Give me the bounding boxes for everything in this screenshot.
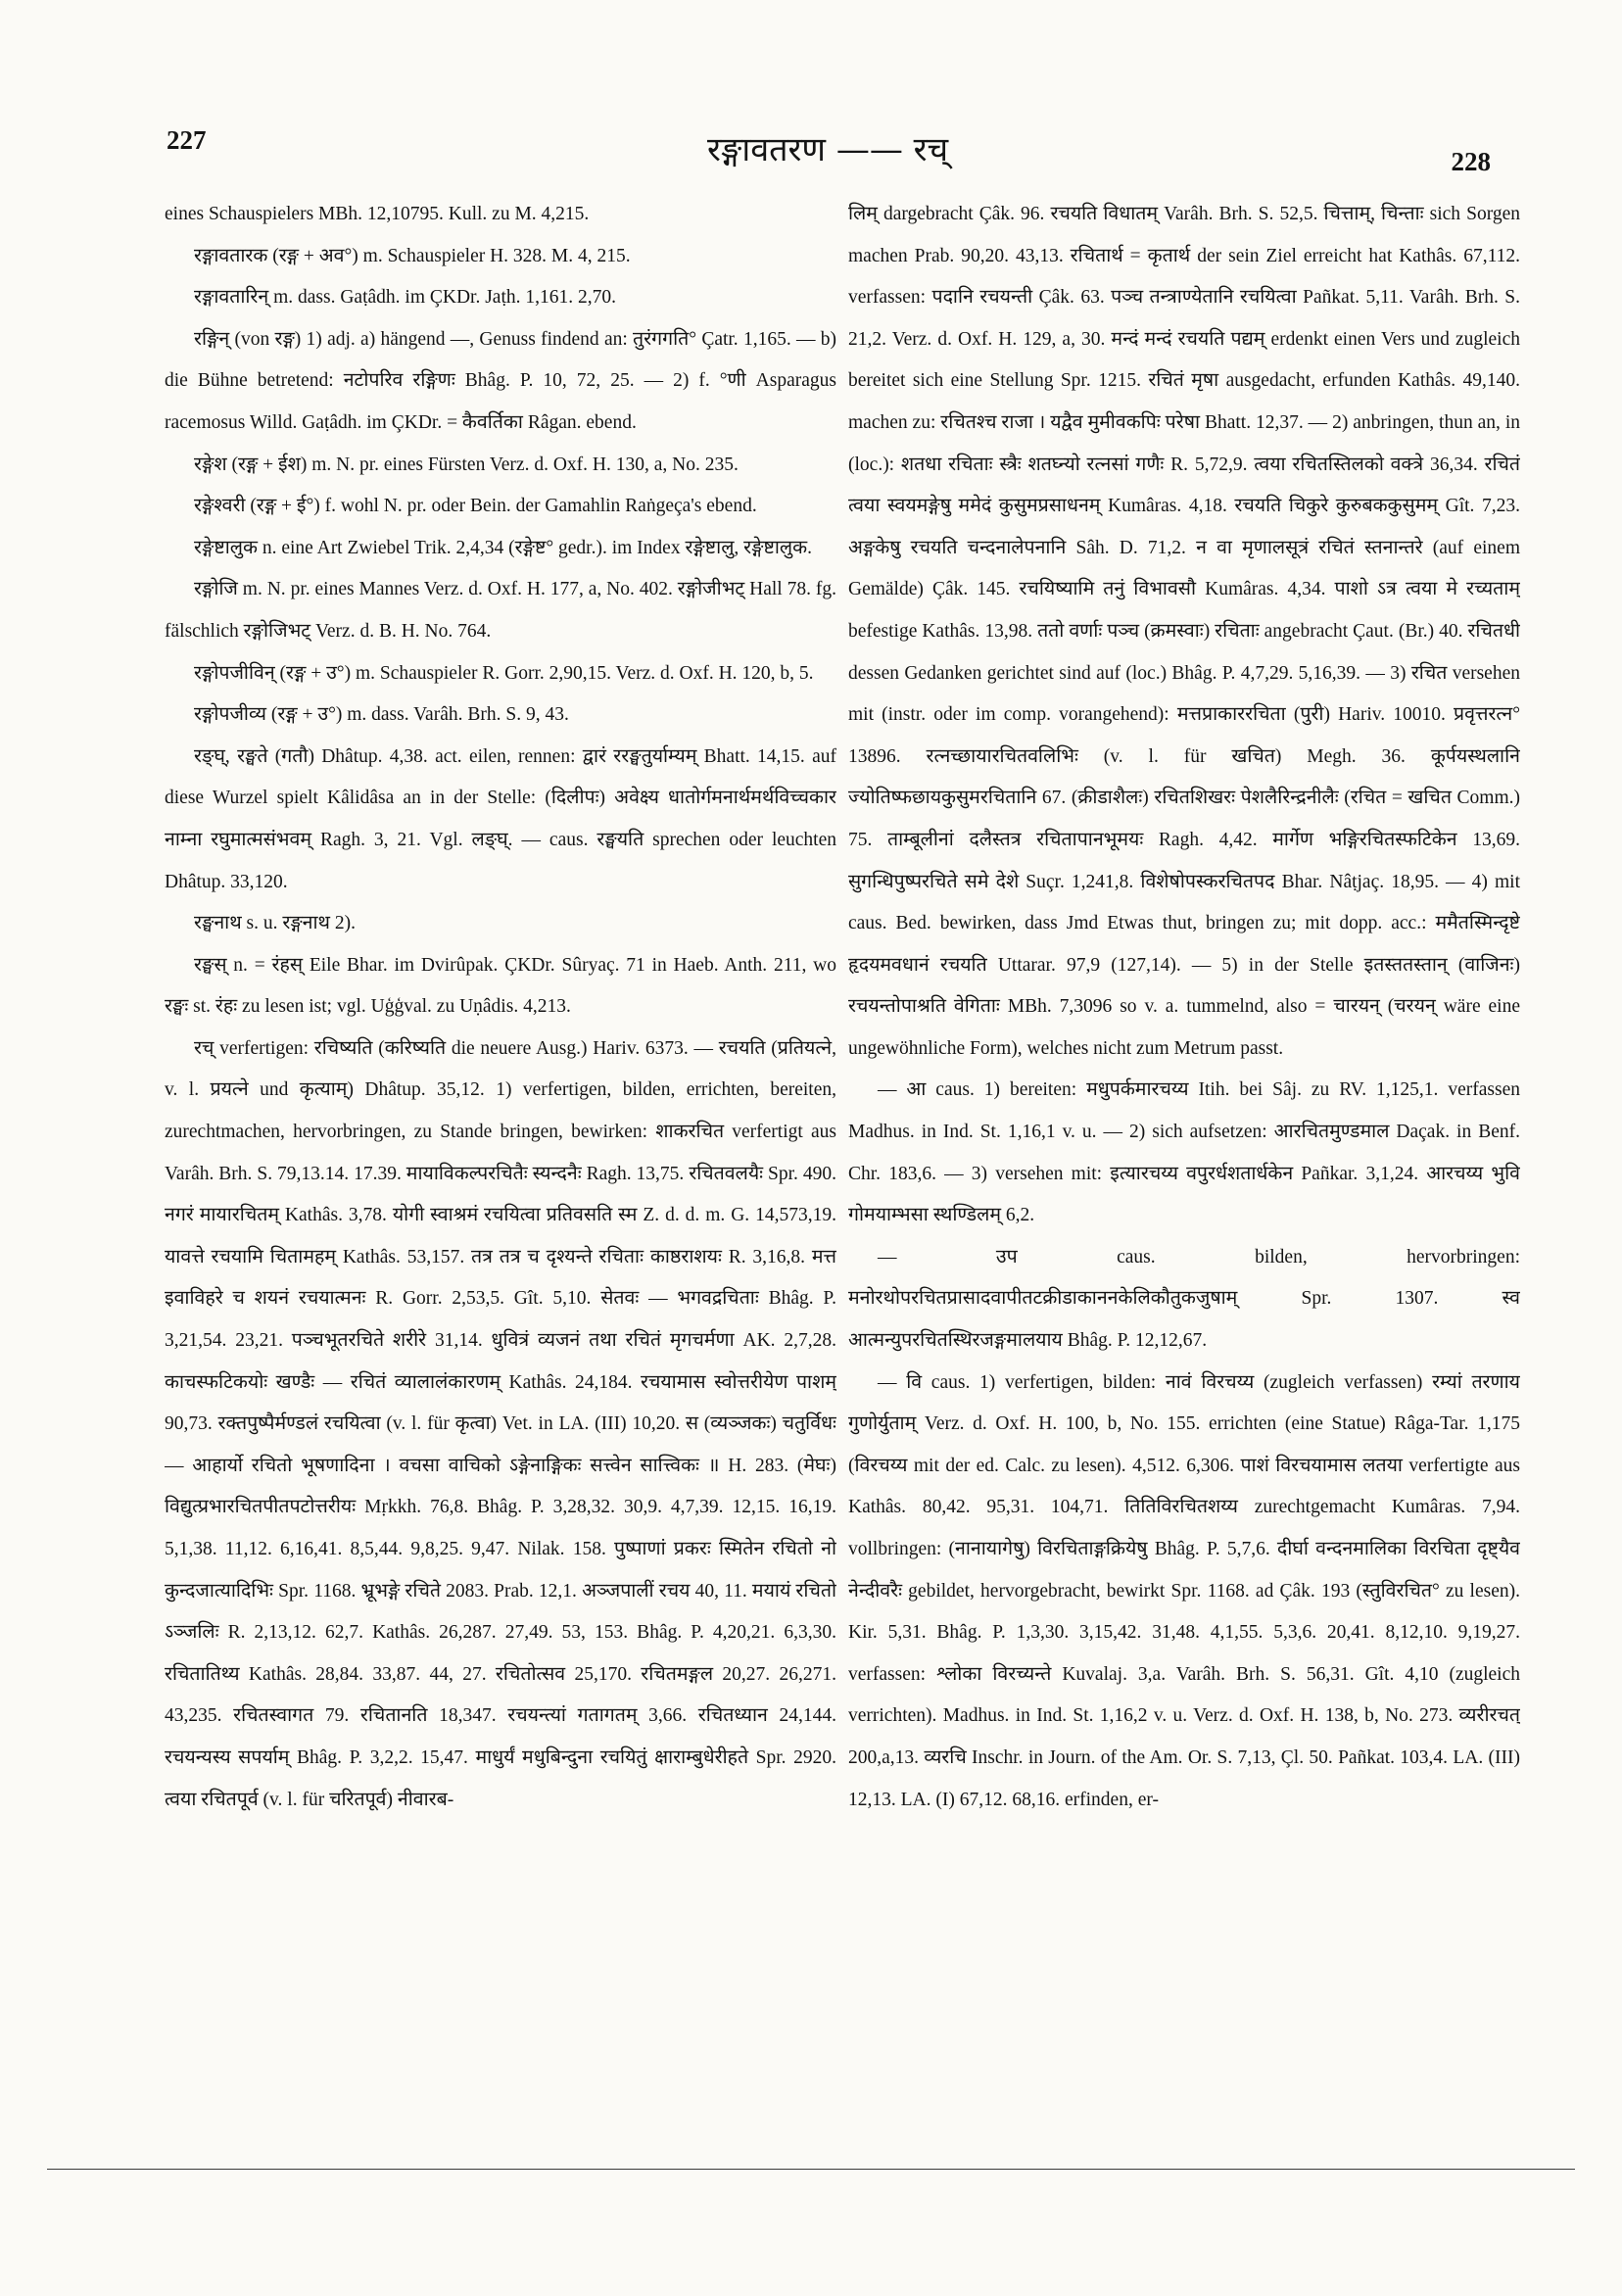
dictionary-entry: रङ्घ्, रङ्घते (गतौ) Dhâtup. 4,38. act. eilen, rennen: द्वारं ररङ्घतुर्याम्यम् Bhatt. 14,15. auf diese Wurzel spielt Kâlidâsa an in der Stelle: (दिलीपः) अवेक्ष्य धातोर्गमनार्थमर्थविच्चकार नाम्ना रघुमात्मसंभवम् Ragh. 3, 21. Vgl. लङ्घ्. — caus. रङ्घयति sprechen oder leuchten Dhâtup. 33,120.	[165, 745, 836, 892]
dictionary-entry: रङ्गोपजीव्य (रङ्ग + उ°) m. dass. Varâh. Brh. S. 9, 43.	[194, 704, 569, 726]
dictionary-entry: रङ्गेश्वरी (रङ्ग + ई°) f. wohl N. pr. oder Bein. der Gamahlin Raṅgeça's ebend.	[194, 496, 757, 517]
footer-rule	[47, 2169, 1575, 2170]
right-column	[848, 194, 1520, 2075]
page-number-left: 227	[167, 125, 207, 155]
dictionary-entry: रङ्गोपजीविन् (रङ्ग + उ°) m. Schauspieler R. Gorr. 2,90,15. Verz. d. Oxf. H. 120, b, 5.	[194, 662, 814, 684]
dictionary-entry: — उप caus. bilden, hervorbringen: मनोरथोपरचितप्रासादवापीतटक्रीडाकाननकेलिकौतुकजुषाम् Spr. 1307. स्व आत्मन्युपरचितस्थिरजङ्गमालयाय Bhâg. P. 12,12,67.	[848, 1246, 1520, 1352]
dictionary-entry: — आ caus. 1) bereiten: मधुपर्कमारचय्य Itih. bei Sâj. zu RV. 1,125,1. verfassen Madhus. in Ind. St. 1,16,1 v. u. — 2) sich aufsetzen: आरचितमुण्डमाल Daçak. in Benf. Chr. 183,6. — 3) versehen mit: इत्यारचय्य वपुरर्धशतार्धकेन Pañkar. 3,1,24. आरचय्य भुवि गोमयाम्भसा स्थण्डिलम् 6,2.	[848, 1079, 1520, 1226]
dictionary-entry: रङ्गेश (रङ्ग + ईश) m. N. pr. eines Fürsten Verz. d. Oxf. H. 130, a, No. 235.	[194, 454, 739, 475]
dictionary-entry: रच् verfertigen: रचिष्यति (करिष्यति die neuere Ausg.) Hariv. 6373. — रचयति (प्रतियत्ने, v. l. प्रयत्ने und कृत्याम्) Dhâtup. 35,12. 1) verfertigen, bilden, errichten, bereiten, zurechtmachen, hervorbringen, zu Stande bringen, bewirken: शाकरचित verfertigt aus Varâh. Brh. S. 79,13.14. 17.39. मायाविकल्परचितैः स्यन्दनैः Ragh. 13,75. रचितवलयैः Spr. 490. नगरं मायारचितम् Kathâs. 3,78. योगी स्वाश्रमं रचयित्वा प्रतिवसति स्म Z. d. d. m. G. 14,573,19. यावत्ते रचयामि चितामहम् Kathâs. 53,157. तत्र तत्र च दृश्यन्ते रचिताः काष्ठराशयः R. 3,16,8. मत्त इवाविहरे च शयनं रचयात्मनः R. Gorr. 2,53,5. Gît. 5,10. सेतवः — भगवद्रचिताः Bhâg. P. 3,21,54. 23,21. पञ्चभूतरचिते शरीरे 31,14. धुवित्रं व्यजनं तथा रचितं मृगचर्मणा AK. 2,7,28. काचस्फटिकयोः खण्डैः — रचितं व्यालालंकारणम् Kathâs. 24,184. रचयामास स्वोत्तरीयेण पाशम् 90,73. रक्तपुष्पैर्मण्डलं रचयित्वा (v. l. für कृत्वा) Vet. in LA. (III) 10,20. स (व्यञ्जकः) चतुर्विधः — आहार्यो रचितो भूषणादिना । वचसा वाचिको ऽङ्गेनाङ्गिकः सत्त्वेन सात्त्विकः ॥ H. 283. (मेघः) विद्युत्प्रभारचितपीतपटोत्तरीयः Mṛkkh. 76,8. Bhâg. P. 3,28,32. 30,9. 4,7,39. 12,15. 16,19. 5,1,38. 11,12. 6,16,41. 8,5,44. 9,8,25. 9,47. Nilak. 158. पुष्पाणां प्रकरः स्मितेन रचितो नो कुन्दजात्यादिभिः Spr. 1168. भ्रूभङ्गे रचिते 2083. Prab. 12,1. अञ्जपालीं रचय 40, 11. मयायं रचितो ऽञ्जलिः R. 2,13,12. 62,7. Kathâs. 26,287. 27,49. 53, 153. Bhâg. P. 4,20,21. 6,3,30. रचितातिथ्य Kathâs. 28,84. 33,87. 44, 27. रचितोत्सव 25,170. रचितमङ्गल 20,27. 26,271. 43,235. रचितस्वागत 79. रचितानति 18,347. रचयन्त्यां गतागतम् 3,66. रचितध्यान 24,144. रचयन्यस्य सपर्याम् Bhâg. P. 3,2,2. 15,47. माधुर्यं मधुबिन्दुना रचयितुं क्षाराम्बुधेरीहते Spr. 2920. त्वया रचितपूर्व (v. l. für चरितपूर्व) नीवारब-	[165, 1037, 836, 1810]
left-column	[165, 194, 836, 2075]
dictionary-entry: रङ्घस् n. = रंहस् Eile Bhar. im Dvirûpak. ÇKDr. Sûryaç. 71 in Haeb. Anth. 211, wo रङ्घः st. रंहः zu lesen ist; vgl. Uģģval. zu Uṇâdis. 4,213.	[165, 954, 836, 1018]
dictionary-entry: रङ्गावतारिन् m. dass. Gaṭâdh. im ÇKDr. Jaṭh. 1,161. 2,70.	[194, 287, 616, 309]
dictionary-entry: रङ्घनाथ s. u. रङ्गनाथ 2).	[194, 913, 357, 934]
page-header	[159, 118, 1491, 180]
dictionary-entry: रङ्गोजि m. N. pr. eines Mannes Verz. d. Oxf. H. 177, a, No. 402. रङ्गोजीभट् Hall 78. fg. fälschlich रङ्गोजिभट् Verz. d. B. H. No. 764.	[165, 579, 836, 642]
dictionary-entry: रङ्गेष्टालुक n. eine Art Zwiebel Trik. 2,4,34 (रङ्गेष्ट° gedr.). im Index रङ्गेष्टालु, रङ्गेष्टालुक.	[194, 537, 813, 558]
dictionary-entry: — वि caus. 1) verfertigen, bilden: नावं विरचय्य (zugleich verfassen) रम्यां तरणाय गुणोर्युताम् Verz. d. Oxf. H. 100, b, No. 155. errichten (eine Statue) Râga-Tar. 1,175 (विरचय्य mit der ed. Calc. zu lesen). 4,512. 6,306. पाशं विरचयामास लतया verfertigte aus Kathâs. 80,42. 95,31. 104,71. तितिविरचितशय्य zurechtgemacht Kumâras. 7,94. vollbringen: (नानायागेषु) विरचिताङ्गक्रियेषु Bhâg. P. 5,7,6. दीर्घा वन्दनमालिका विरचिता दृष्ट्यैव नेन्दीवरैः gebildet, hervorgebracht, bewirkt Spr. 1168. ad Çâk. 193 (स्तुविरचित° zu lesen). Kir. 5,31. Bhâg. P. 1,3,30. 3,15,42. 31,48. 4,1,55. 5,3,6. 20,41. 8,12,10. 9,19,27. verfassen: श्लोका विरच्यन्ते Kuvalaj. 3,a. Varâh. Brh. S. 56,31. Gît. 4,10 (zugleich verrichten). Madhus. in Ind. St. 1,16,2 v. u. Verz. d. Oxf. H. 138, b, No. 273. व्यरीरचत् 200,a,13. व्यरचि Inschr. in Journ. of the Am. Or. S. 7,13, Çl. 50. Pañkat. 103,4. LA. (III) 12,13. LA. (I) 67,12. 68,16. erfinden, er-	[848, 1371, 1520, 1810]
page-number-right: 228	[1451, 147, 1491, 176]
dictionary-entry: eines Schauspielers MBh. 12,10795. Kull. zu M. 4,215.	[165, 204, 590, 224]
running-title: रङ्गावतरण —— रच्	[707, 130, 949, 169]
dictionary-entry: रङ्गिन् (von रङ्ग) 1) adj. a) hängend —, Genuss findend an: तुरंगगति° Çatr. 1,165. — b) die Bühne betretend: नटोपरिव रङ्गिणः Bhâg. P. 10, 72, 25. — 2) f. °णी Asparagus racemosus Willd. Gaṭâdh. im ÇKDr. = कैवर्तिका Râgan. ebend.	[165, 328, 836, 433]
dictionary-entry: रङ्गावतारक (रङ्ग + अव°) m. Schauspieler H. 328. M. 4, 215.	[194, 245, 631, 266]
dictionary-entry: लिम् dargebracht Çâk. 96. रचयति विधातम् Varâh. Brh. S. 52,5. चित्ताम्, चिन्ताः sich Sorgen machen Prab. 90,20. 43,13. रचितार्थ = कृतार्थ der sein Ziel erreicht hat Kathâs. 67,112. verfassen: पदानि रचयन्ती Çâk. 63. पञ्च तन्त्राण्येतानि रचयित्वा Pañkat. 5,11. Varâh. Brh. S. 21,2. Verz. d. Oxf. H. 129, a, 30. मन्दं मन्दं रचयति पद्यम् erdenkt einen Vers und zugleich bereitet sich eine Stellung Spr. 1215. रचितं मृषा ausgedacht, erfunden Kathâs. 49,140. machen zu: रचितश्च राजा । यद्वैव मुमीवकपिः परेषा Bhatt. 12,37. — 2) anbringen, thun an, in (loc.): शतधा रचिताः स्त्रैः शतघ्न्यो रत्नसां गणैः R. 5,72,9. त्वया रचितस्तिलको वक्त्रे 36,34. रचितं त्वया स्वयमङ्गेषु ममेदं कुसुमप्रसाधनम् Kumâras. 4,18. रचयति चिकुरे कुरुबककुसुमम् Gît. 7,23. अङ्गकेषु रचयति चन्दनालेपनानि Sâh. D. 71,2. न वा मृणालसूत्रं रचितं स्तनान्तरे (auf einem Gemälde) Çâk. 145. रचयिष्यामि तनुं विभावसौ Kumâras. 4,34. पाशो ऽत्र त्वया मे रच्यताम् befestige Kathâs. 13,98. ततो वर्णाः पञ्च (क्रमस्वाः) रचिताः angebracht Çaut. (Br.) 40. रचितधी dessen Gedanken gerichtet sind auf (loc.) Bhâg. P. 4,7,29. 5,16,39. — 3) रचित versehen mit (instr. oder im comp. vorangehend): मत्तप्राकाररचिता (पुरी) Hariv. 10010. प्रवृत्तरत्न° 13896. रत्नच्छायारचितवलिभिः (v. l. für खचित) Megh. 36. कूर्पयस्थलानि ज्योतिष्फछायकुसुमरचितानि 67. (क्रीडाशैलः) रचितशिखरः पेशलैरिन्द्रनीलैः (रचित = खचित Comm.) 75. ताम्बूलीनां दलैस्तत्र रचितापानभूमयः Ragh. 4,42. मार्गेण भङ्गिरचितस्फटिकेन 13,69. सुगन्धिपुष्परचिते समे देशे Suçr. 1,241,8. विशेषोपस्करचितपद Bhar. Nâṭjaç. 18,95. — 4) mit caus. Bed. bewirken, dass Jmd Etwas thut, bringen zu; mit dopp. acc.: ममैतस्मिन्दृष्टे हृदयमवधानं रचयति Uttarar. 97,9 (127,14). — 5) in der Stelle इतस्ततस्तान् (वाजिनः) रचयन्तोपाश्रति वेगिताः MBh. 7,3096 so v. a. tummelnd, also = चारयन् (चरयन् wäre eine ungewöhnliche Form), welches nicht zum Metrum passt.	[848, 204, 1520, 1059]
